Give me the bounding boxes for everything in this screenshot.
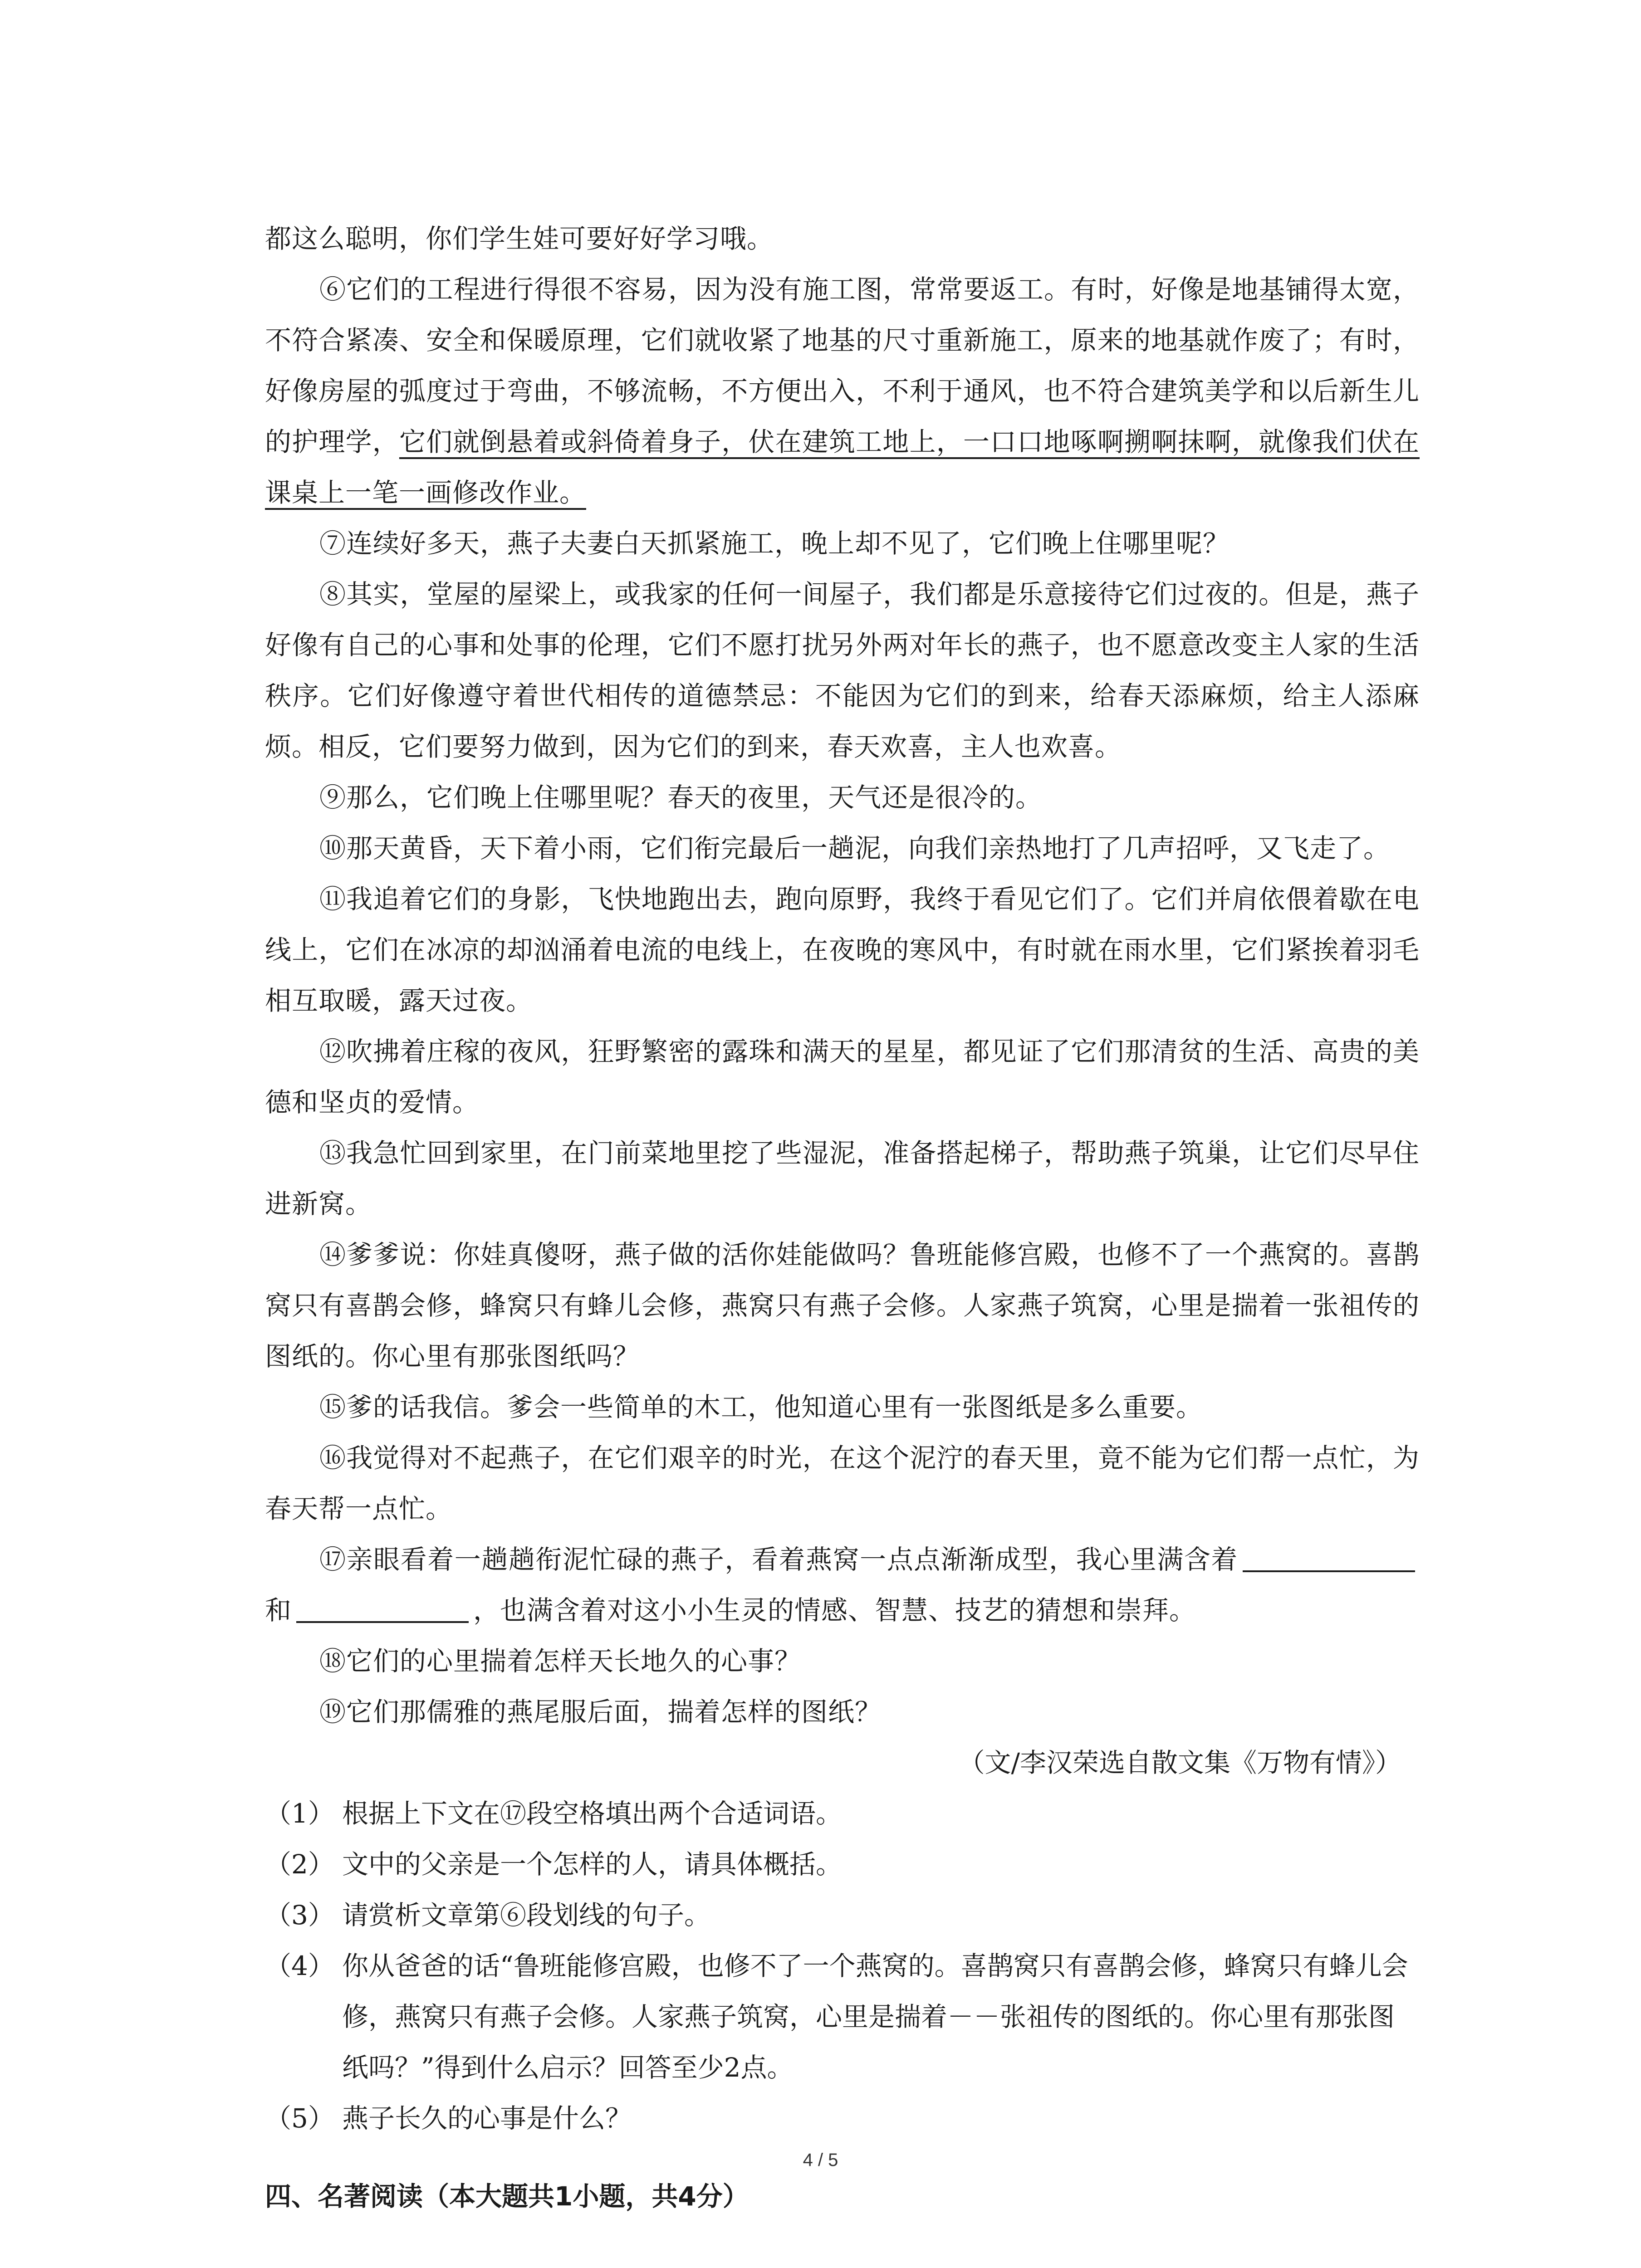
question-4 (265, 1941, 1420, 2093)
question-1 (265, 1788, 1420, 1839)
paragraph-8: ⑧其实，堂屋的屋梁上，或我家的任何一间屋子，我们都是乐意接待它们过夜的。但是，燕子好像有自己的心事和处事的伦理，它们不愿打扰另外两对年长的燕子，也不愿意改变主人家的生活秩序。它们好像遵守着世代相传的道德禁忌：不能因为它们的到来，给春天添麻烦，给主人添麻烦。相反，它们要努力做到，因为它们的到来，春天欢喜，主人也欢喜。 (265, 579, 1420, 762)
question-text: 燕子长久的心事是什么？ (342, 2103, 632, 2134)
paragraph-12: ⑫吹拂着庄稼的夜风，狂野繁密的露珠和满天的星星，都见证了它们那清贫的生活、高贵的美德和坚贞的爱情。 (265, 1036, 1420, 1118)
paragraph-19: ⑲它们那儒雅的燕尾服后面，揣着怎样的图纸？ (319, 1696, 882, 1727)
paragraph-5-tail: 都这么聪明，你们学生娃可要好好学习哦。 (265, 223, 774, 254)
paragraph-16: ⑯我觉得对不起燕子，在它们艰辛的时光，在这个泥泞的春天里，竟不能为它们帮一点忙，为春天帮一点忙。 (265, 1442, 1420, 1524)
question-number: （4） (265, 1950, 334, 1981)
paragraph-13: ⑬我急忙回到家里，在门前菜地里挖了些湿泥，准备搭起梯子，帮助燕子筑巢，让它们尽早住进新窝。 (265, 1138, 1420, 1219)
source-citation: （文/李汉荣选自散文集《万物有情》） (958, 1747, 1401, 1778)
question-3 (265, 1890, 1420, 1941)
paragraph-6 (265, 264, 1420, 518)
question-text: 请赏析文章第⑥段划线的句子。 (342, 1900, 711, 1931)
blank-1 (1243, 1544, 1415, 1572)
paragraph-10: ⑩那天黄昏，天下着小雨，它们衔完最后一趟泥，向我们亲热地打了几声招呼，又飞走了。 (319, 833, 1391, 864)
question-text: 你从爸爸的话“鲁班能修宫殿，也修不了一个燕窝的。喜鹊窝只有喜鹊会修，蜂窝只有蜂儿会修，燕窝只有燕子会修。人家燕子筑窝，心里是揣着－－张祖传的图纸的。你心里有那张图纸吗？”得到什么启示？回答至少2点。 (342, 1950, 1408, 2083)
paragraph-6-text: ⑥它们的工程进行得很不容易，因为没有施工图，常常要返工。有时，好像是地基铺得太宽，不符合紧凑、安全和保暖原理，它们就收紧了地基的尺寸重新施工，原来的地基就作废了；有时，好像房屋的弧度过于弯曲，不够流畅，不方便出入，不利于通风，也不符合建筑美学和以后新生儿的护理学， (265, 274, 1420, 457)
paragraph-18: ⑱它们的心里揣着怎样天长地久的心事？ (319, 1646, 802, 1677)
paragraph-9: ⑨那么，它们晚上住哪里呢？春天的夜里，天气还是很冷的。 (319, 782, 1043, 813)
question-5 (265, 2093, 1420, 2144)
page-number: 4 / 5 (803, 2150, 838, 2170)
paragraph-17-and: 和 (265, 1595, 292, 1626)
question-text: 根据上下文在⑰段空格填出两个合适词语。 (342, 1798, 843, 1829)
question-list (265, 1788, 1420, 2144)
paragraph-17 (265, 1534, 1420, 1636)
paragraph-7: ⑦连续好多天，燕子夫妻白天抓紧施工，晚上却不见了，它们晚上住哪里呢？ (319, 528, 1230, 559)
underlined-sentence: 它们就倒悬着或斜倚着身子，伏在建筑工地上，一口口地啄啊搠啊抹啊，就像我们伏在课桌上一笔一画修改作业。 (265, 426, 1420, 508)
paragraph-17-start: ⑰亲眼看着一趟趟衔泥忙碌的燕子，看着燕窝一点点渐渐成型，我心里满含着 (319, 1544, 1238, 1575)
blank-2 (296, 1595, 469, 1623)
paragraph-11: ⑪我追着它们的身影，飞快地跑出去，跑向原野，我终于看见它们了。它们并肩依偎着歇在电线上，它们在冰凉的却汹涌着电流的电线上，在夜晚的寒风中，有时就在雨水里，它们紧挨着羽毛相互取暖，露天过夜。 (265, 884, 1420, 1016)
paragraph-14: ⑭爹爹说：你娃真傻呀，燕子做的活你娃能做吗？鲁班能修宫殿，也修不了一个燕窝的。喜鹊窝只有喜鹊会修，蜂窝只有蜂儿会修，燕窝只有燕子会修。人家燕子筑窝，心里是揣着一张祖传的图纸的。你心里有那张图纸吗？ (265, 1239, 1420, 1372)
section-heading: 四、名著阅读（本大题共1小题，共4分） (265, 2181, 749, 2212)
paragraph-15: ⑮爹的话我信。爹会一些简单的木工，他知道心里有一张图纸是多么重要。 (319, 1392, 1203, 1422)
question-number: （5） (265, 2103, 334, 2134)
question-number: （2） (265, 1849, 334, 1880)
page-content (265, 213, 1420, 2222)
question-text: 文中的父亲是一个怎样的人，请具体概括。 (342, 1849, 843, 1880)
question-number: （3） (265, 1900, 334, 1931)
question-number: （1） (265, 1798, 334, 1829)
question-2 (265, 1839, 1420, 1890)
paragraph-17-end: ，也满含着对这小小生灵的情感、智慧、技艺的猜想和崇拜。 (473, 1595, 1196, 1626)
